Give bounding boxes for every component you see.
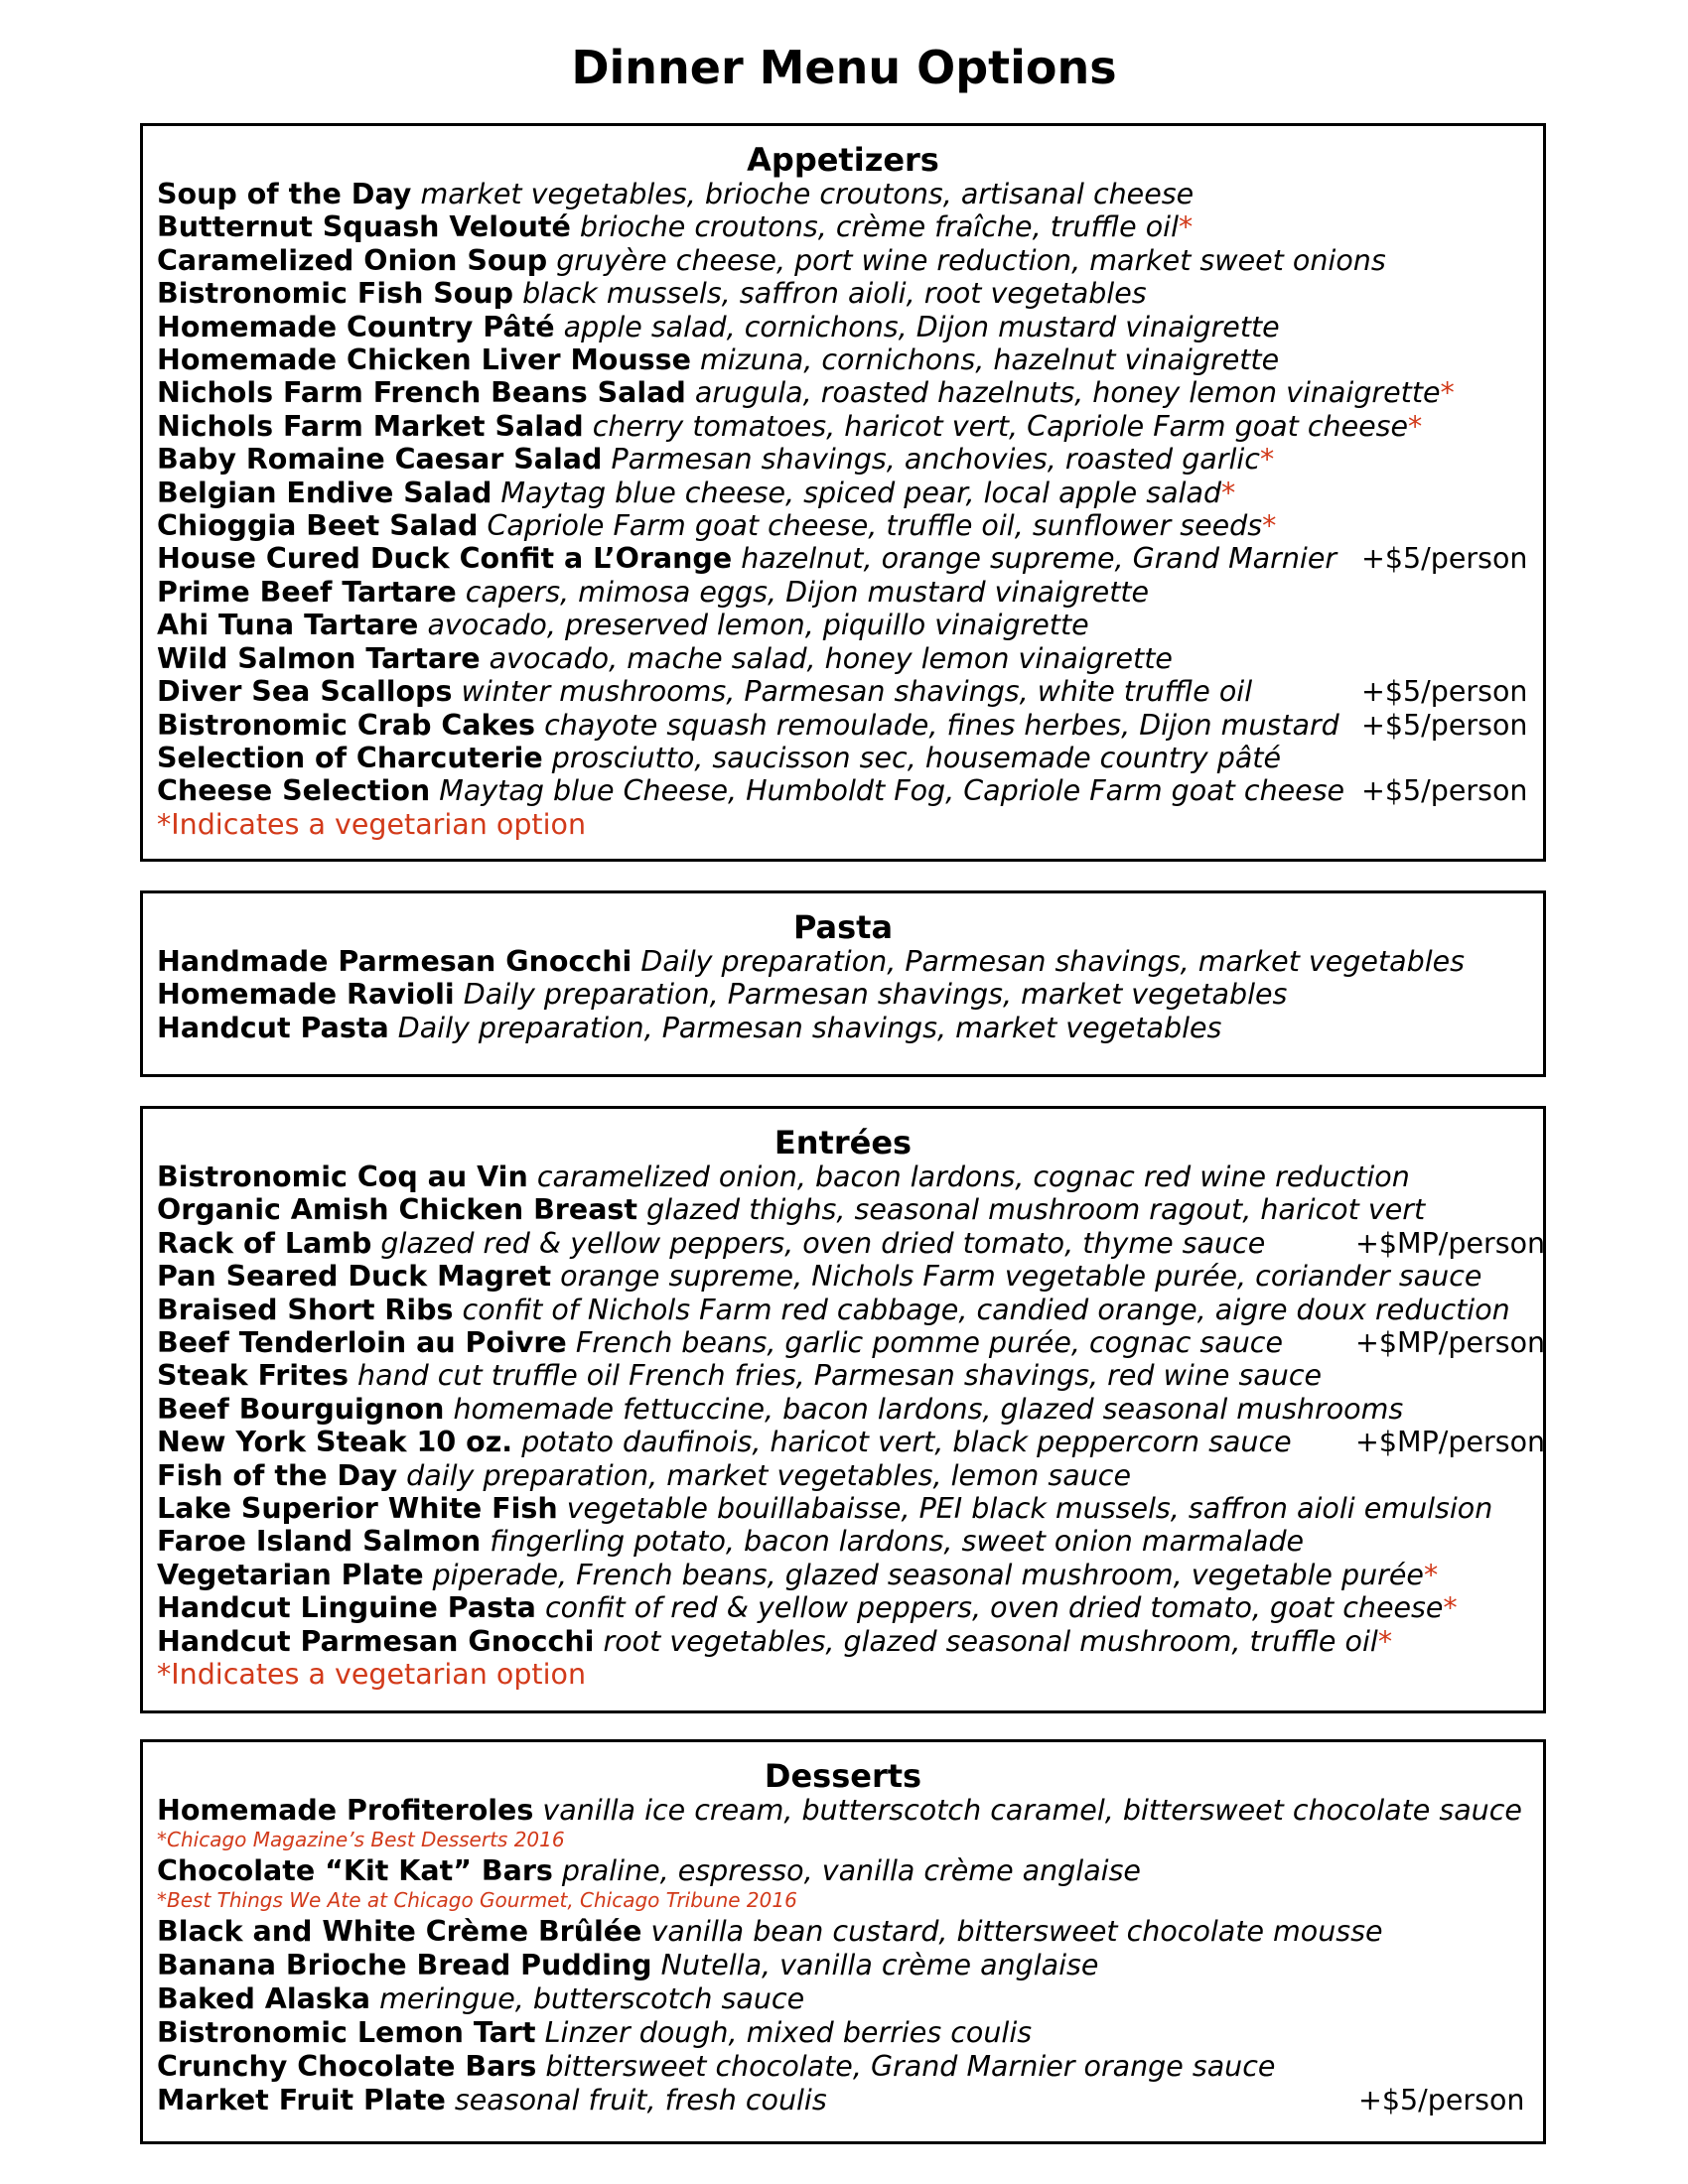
- menu-item: [157, 1012, 1529, 1044]
- menu-item: [157, 311, 1529, 343]
- menu-item-name: Organic Amish Chicken Breast: [157, 1193, 638, 1227]
- menu-item-list: [157, 945, 1529, 1044]
- menu-item-name: Butternut Squash Velouté: [157, 210, 571, 244]
- vegetarian-marker: *: [1179, 210, 1194, 244]
- vegetarian-marker: *: [1259, 443, 1275, 477]
- menu-item-description: Daily preparation, Parmesan shavings, market vegetables: [463, 978, 1288, 1012]
- vegetarian-marker: *: [1377, 1624, 1393, 1658]
- menu-item: [157, 1393, 1529, 1426]
- menu-item-description: seasonal fruit, fresh coulis: [454, 2084, 827, 2116]
- menu-item-description: Linzer dough, mixed berries coulis: [544, 2016, 1033, 2049]
- menu-item-name: Banana Brioche Bread Pudding: [157, 1949, 652, 1981]
- menu-item-name: Wild Salmon Tartare: [157, 641, 481, 675]
- menu-item-description: Daily preparation, Parmesan shavings, market vegetables: [640, 945, 1465, 978]
- menu-item-description: vanilla bean custard, bittersweet chocolate mousse: [650, 1915, 1383, 1948]
- vegetarian-note: *Indicates a vegetarian option: [157, 1658, 587, 1692]
- menu-item: [157, 1982, 1529, 2016]
- menu-item: [157, 642, 1529, 675]
- menu-item-description: homemade fettuccine, bacon lardons, glazed seasonal mushrooms: [453, 1392, 1404, 1426]
- menu-item: [157, 609, 1529, 641]
- menu-item-name: Crunchy Chocolate Bars: [157, 2050, 537, 2083]
- menu-item-name: Homemade Ravioli: [157, 978, 455, 1012]
- menu-item-description: brioche croutons, crème fraîche, truffle oil: [579, 210, 1179, 244]
- menu-item-description: vegetable bouillabaisse, PEI black mussels, saffron aioli emulsion: [566, 1492, 1493, 1526]
- vegetarian-marker: *: [1408, 409, 1423, 443]
- menu-item-name: Handcut Pasta: [157, 1011, 389, 1044]
- menu-item-description: meringue, butterscotch sauce: [379, 1982, 805, 2015]
- menu-item-name: Homemade Country Pâté: [157, 310, 555, 343]
- menu-item-description: Capriole Farm goat cheese, truffle oil, sunflower seeds: [487, 509, 1263, 543]
- menu-item-name: Belgian Endive Salad: [157, 476, 492, 509]
- section-title: Pasta: [792, 908, 894, 946]
- menu-item-description: praline, espresso, vanilla crème anglaise: [561, 1854, 1141, 1887]
- menu-item-description: Parmesan shavings, anchovies, roasted garlic: [611, 443, 1260, 477]
- award-note: *Best Things We Ate at Chicago Gourmet, Chicago Tribune 2016: [157, 1888, 797, 1912]
- menu-item-name: Bistronomic Coq au Vin: [157, 1160, 528, 1193]
- menu-item-description: capers, mimosa eggs, Dijon mustard vinaigrette: [465, 575, 1150, 609]
- menu-item-description: orange supreme, Nichols Farm vegetable purée, coriander sauce: [560, 1260, 1482, 1294]
- menu-item-name: Baby Romaine Caesar Salad: [157, 443, 603, 477]
- menu-item: [157, 1294, 1529, 1326]
- menu-item: [157, 1559, 1529, 1591]
- menu-item-name: Cheese Selection: [157, 774, 431, 808]
- section-title: Appetizers: [747, 141, 939, 179]
- menu-item: [157, 343, 1529, 376]
- menu-item: [157, 1426, 1546, 1459]
- menu-item: [157, 178, 1529, 210]
- menu-item-description: chayote squash remoulade, fines herbes, Dijon mustard: [544, 708, 1339, 742]
- menu-item-description: cherry tomatoes, haricot vert, Capriole Farm goat cheese: [592, 409, 1409, 443]
- vegetarian-marker: *: [1423, 1558, 1439, 1591]
- menu-item: [157, 1326, 1546, 1360]
- vegetarian-marker: *: [1262, 509, 1277, 543]
- menu-item: [157, 675, 1529, 708]
- menu-item-name: Handcut Linguine Pasta: [157, 1591, 536, 1625]
- menu-item: [157, 742, 1529, 774]
- menu-item-name: Soup of the Day: [157, 178, 412, 210]
- menu-item: [157, 1854, 1529, 1888]
- menu-item: [157, 1949, 1529, 1982]
- menu-item-description: daily preparation, market vegetables, lemon sauce: [406, 1458, 1131, 1492]
- menu-item: [157, 1591, 1529, 1624]
- menu-item-description: avocado, mache salad, honey lemon vinaigrette: [489, 641, 1173, 675]
- menu-item-price: +$5/person: [1358, 2084, 1525, 2116]
- menu-item-description: piperade, French beans, glazed seasonal mushroom, vegetable purée: [432, 1558, 1424, 1591]
- menu-item: [157, 210, 1529, 243]
- menu-item-description: Maytag blue cheese, spiced pear, local apple salad: [500, 476, 1222, 509]
- menu-item-name: Chioggia Beet Salad: [157, 509, 479, 543]
- desserts-section: [140, 1739, 1546, 2144]
- menu-item: [157, 1226, 1546, 1260]
- menu-item: [157, 1492, 1529, 1525]
- menu-item-price: +$5/person: [1361, 774, 1528, 808]
- menu-item-description: hazelnut, orange supreme, Grand Marnier: [741, 542, 1337, 576]
- menu-item: [157, 410, 1529, 443]
- menu-item-name: Caramelized Onion Soup: [157, 243, 548, 277]
- menu-item-description: confit of Nichols Farm red cabbage, candied orange, aigre doux reduction: [462, 1293, 1510, 1326]
- menu-item-name: Bistronomic Crab Cakes: [157, 708, 536, 742]
- menu-item-name: Chocolate “Kit Kat” Bars: [157, 1854, 553, 1887]
- menu-item: [157, 542, 1529, 575]
- menu-item-description: bittersweet chocolate, Grand Marnier orange sauce: [545, 2050, 1276, 2083]
- menu-item-name: Baked Alaska: [157, 1982, 371, 2015]
- menu-item-price: +$5/person: [1361, 675, 1528, 709]
- menu-item-description: Maytag blue Cheese, Humboldt Fog, Capriole Farm goat cheese: [439, 774, 1345, 808]
- vegetarian-note: *Indicates a vegetarian option: [157, 807, 587, 841]
- menu-item-name: Braised Short Ribs: [157, 1293, 454, 1326]
- menu-item-name: Nichols Farm French Beans Salad: [157, 376, 686, 410]
- menu-item: [157, 443, 1529, 476]
- vegetarian-marker: *: [1440, 376, 1455, 410]
- menu-item-name: Handmade Parmesan Gnocchi: [157, 945, 633, 978]
- menu-item-list: [157, 178, 1529, 808]
- menu-item: [157, 1794, 1529, 1828]
- menu-item-price: +$MP/person: [1355, 1426, 1546, 1459]
- vegetarian-marker: *: [1443, 1591, 1458, 1625]
- menu-item-description: black mussels, saffron aioli, root vegetables: [522, 277, 1147, 311]
- menu-item: [157, 709, 1529, 742]
- menu-item-name: Bistronomic Lemon Tart: [157, 2016, 536, 2049]
- menu-item: [157, 277, 1529, 310]
- menu-item: [157, 1525, 1529, 1558]
- menu-item: [157, 1915, 1529, 1949]
- menu-item: [157, 244, 1529, 277]
- page-title: Dinner Menu Options: [571, 41, 1117, 94]
- menu-item: [157, 576, 1529, 609]
- menu-item-description: Nutella, vanilla crème anglaise: [660, 1949, 1099, 1981]
- appetizers-section: [140, 123, 1546, 862]
- menu-item-name: Beef Bourguignon: [157, 1392, 445, 1426]
- menu-item-name: Prime Beef Tartare: [157, 575, 457, 609]
- menu-item: [157, 2084, 1529, 2117]
- menu-item-description: caramelized onion, bacon lardons, cognac red wine reduction: [536, 1160, 1410, 1193]
- entrees-section: [140, 1106, 1546, 1713]
- menu-item: [157, 2016, 1529, 2050]
- menu-item-name: House Cured Duck Confit a L’Orange: [157, 542, 733, 576]
- menu-item-name: Black and White Crème Brûlée: [157, 1915, 642, 1948]
- menu-item-name: Handcut Parmesan Gnocchi: [157, 1624, 595, 1658]
- menu-item-name: Market Fruit Plate: [157, 2084, 446, 2116]
- menu-item-description: gruyère cheese, port wine reduction, market sweet onions: [556, 243, 1386, 277]
- menu-item-price: +$5/person: [1361, 708, 1528, 742]
- menu-item-price: +$MP/person: [1355, 1226, 1546, 1260]
- menu-item-name: Rack of Lamb: [157, 1226, 372, 1260]
- menu-item-name: Ahi Tuna Tartare: [157, 609, 419, 642]
- menu-item-description: prosciutto, saucisson sec, housemade country pâté: [551, 741, 1281, 774]
- section-title: Entrées: [774, 1124, 913, 1161]
- menu-item-price: +$5/person: [1361, 542, 1528, 576]
- menu-item-name: Bistronomic Fish Soup: [157, 277, 514, 311]
- menu-item-description: winter mushrooms, Parmesan shavings, white truffle oil: [461, 675, 1253, 709]
- menu-item-name: Lake Superior White Fish: [157, 1492, 558, 1526]
- menu-item-description: avocado, preserved lemon, piquillo vinaigrette: [427, 609, 1089, 642]
- menu-item-name: Nichols Farm Market Salad: [157, 409, 584, 443]
- menu-item-name: Selection of Charcuterie: [157, 741, 543, 774]
- menu-item-name: Fish of the Day: [157, 1458, 398, 1492]
- menu-item-name: Pan Seared Duck Magret: [157, 1260, 552, 1294]
- menu-item-price: +$MP/person: [1355, 1326, 1546, 1360]
- vegetarian-marker: *: [1221, 476, 1236, 509]
- menu-item-description: root vegetables, glazed seasonal mushroom, truffle oil: [603, 1624, 1378, 1658]
- pasta-section: [140, 890, 1546, 1077]
- award-note: *Chicago Magazine’s Best Desserts 2016: [157, 1828, 565, 1851]
- menu-item-name: Homemade Chicken Liver Mousse: [157, 343, 691, 377]
- menu-item: [157, 477, 1529, 509]
- menu-item: [157, 2050, 1529, 2084]
- menu-item: [157, 1260, 1529, 1293]
- menu-item-description: confit of red & yellow peppers, oven dried tomato, goat cheese: [544, 1591, 1444, 1625]
- menu-item: [157, 1160, 1529, 1193]
- menu-item-list: [157, 1160, 1546, 1658]
- menu-item-description: fingerling potato, bacon lardons, sweet onion marmalade: [490, 1525, 1305, 1559]
- menu-item-description: arugula, roasted hazelnuts, honey lemon vinaigrette: [694, 376, 1441, 410]
- menu-item-name: Diver Sea Scallops: [157, 675, 453, 709]
- menu-item: [157, 1459, 1529, 1492]
- menu-item: [157, 1193, 1529, 1226]
- menu-item-list: [157, 1794, 1529, 2117]
- menu-item: [157, 774, 1529, 807]
- menu-item-name: New York Steak 10 oz.: [157, 1426, 513, 1459]
- menu-item: [157, 509, 1529, 542]
- section-title: Desserts: [764, 1757, 922, 1795]
- menu-item-description: glazed thighs, seasonal mushroom ragout, haricot vert: [646, 1193, 1426, 1227]
- menu-item-name: Steak Frites: [157, 1359, 349, 1393]
- menu-item-description: hand cut truffle oil French fries, Parmesan shavings, red wine sauce: [357, 1359, 1323, 1393]
- menu-item: [157, 978, 1529, 1011]
- menu-item: [157, 1625, 1529, 1658]
- menu-item-name: Faroe Island Salmon: [157, 1525, 482, 1559]
- menu-item-description: glazed red & yellow peppers, oven dried tomato, thyme sauce: [380, 1226, 1266, 1260]
- menu-item-description: potato daufinois, haricot vert, black peppercorn sauce: [521, 1426, 1292, 1459]
- menu-item-description: vanilla ice cream, butterscotch caramel, bittersweet chocolate sauce: [542, 1794, 1522, 1827]
- menu-item: [157, 945, 1529, 978]
- menu-item-name: Vegetarian Plate: [157, 1558, 424, 1591]
- menu-item-description: market vegetables, brioche croutons, artisanal cheese: [420, 178, 1195, 210]
- menu-item-description: mizuna, cornichons, hazelnut vinaigrette: [700, 343, 1280, 377]
- menu-item: [157, 1359, 1529, 1392]
- menu-item-description: apple salad, cornichons, Dijon mustard vinaigrette: [563, 310, 1280, 343]
- menu-item-name: Homemade Profiteroles: [157, 1794, 534, 1827]
- menu-item-description: Daily preparation, Parmesan shavings, market vegetables: [397, 1011, 1222, 1044]
- menu-item: [157, 376, 1529, 409]
- menu-item-description: French beans, garlic pomme purée, cognac sauce: [575, 1326, 1284, 1360]
- menu-item-name: Beef Tenderloin au Poivre: [157, 1326, 567, 1360]
